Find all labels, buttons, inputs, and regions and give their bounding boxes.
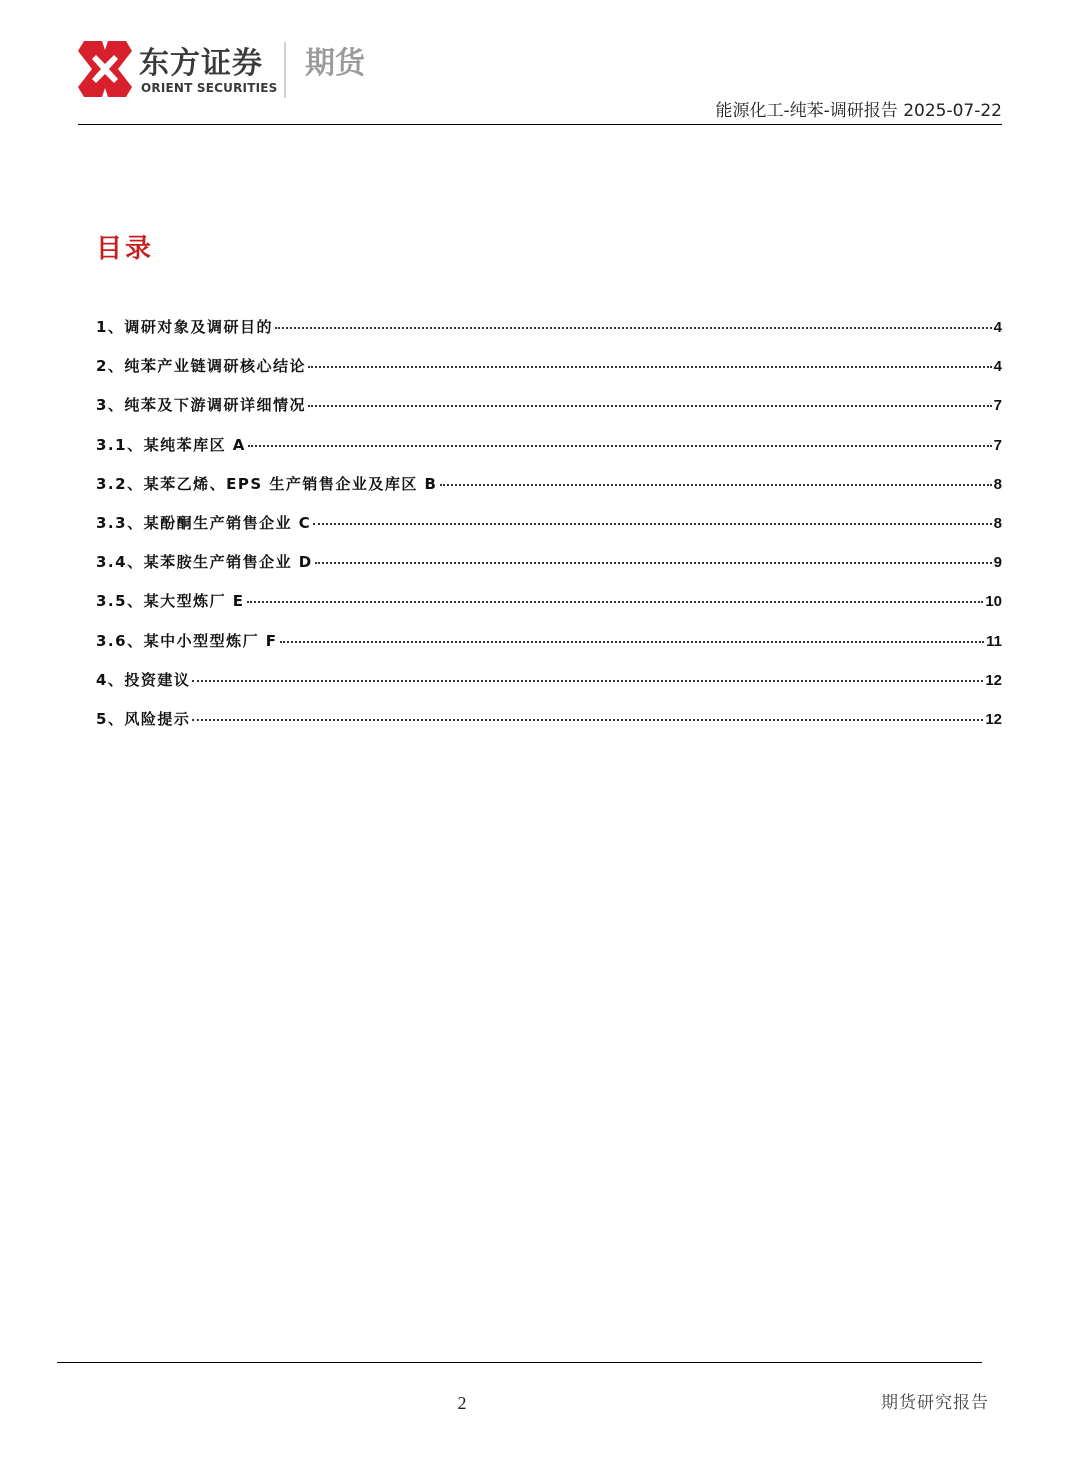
brand-name-en: ORIENT SECURITIES — [141, 81, 278, 95]
toc-entry-page: 11 — [986, 632, 1002, 650]
toc-entry-label: 3.6、某中小型型炼厂 F — [96, 631, 278, 650]
toc-entry-label: 3.1、某纯苯库区 A — [96, 435, 246, 454]
toc-entry-label: 3.4、某苯胺生产销售企业 D — [96, 553, 313, 572]
toc-entry-label: 3.5、某大型炼厂 E — [96, 592, 245, 611]
division-label: 期货 — [305, 46, 365, 81]
toc-entry-page: 10 — [985, 593, 1002, 611]
toc-entry-page: 4 — [993, 319, 1002, 336]
toc-entry-label: 3.2、某苯乙烯、EPS 生产销售企业及库区 B — [96, 474, 438, 493]
toc-entry[interactable] — [96, 394, 1002, 433]
toc-leader-dots — [308, 405, 992, 407]
toc-entry[interactable] — [96, 512, 1002, 551]
toc-entry[interactable] — [96, 630, 1002, 669]
brand-name-cn: 东方证券 — [139, 46, 263, 81]
toc-leader-dots — [313, 523, 991, 525]
toc-entry[interactable] — [96, 590, 1002, 629]
toc-leader-dots — [440, 484, 992, 486]
toc-entry-page: 7 — [993, 436, 1002, 454]
toc-entry[interactable] — [96, 473, 1002, 512]
toc-entry-label: 3.3、某酚酮生产销售企业 C — [96, 513, 312, 532]
toc-leader-dots — [275, 327, 992, 329]
toc-entry-label: 1、调研对象及调研目的 — [96, 318, 273, 336]
toc-entry-page: 8 — [993, 475, 1002, 493]
toc-entry-label: 5、风险提示 — [96, 709, 191, 728]
header-divider — [78, 124, 1002, 125]
toc-leader-dots — [192, 680, 983, 682]
toc-leader-dots — [192, 719, 983, 721]
toc-entry-page: 8 — [993, 514, 1002, 532]
logo-divider — [284, 42, 286, 98]
toc-entry-page: 12 — [985, 710, 1002, 728]
report-meta: 能源化工-纯苯-调研报告 2025-07-22 — [715, 101, 1002, 121]
toc-entry[interactable] — [96, 434, 1002, 473]
toc-title: 目录 — [96, 234, 155, 264]
toc-leader-dots — [308, 366, 992, 368]
toc-entry[interactable] — [96, 355, 1002, 394]
toc-entry-page: 4 — [993, 358, 1002, 376]
toc-leader-dots — [315, 562, 992, 564]
footer-report-type: 期货研究报告 — [881, 1393, 989, 1413]
footer-divider — [57, 1362, 982, 1363]
toc-entry[interactable] — [96, 708, 1002, 747]
toc-entry-label: 4、投资建议 — [96, 670, 191, 689]
toc-entry-label: 2、纯苯产业链调研核心结论 — [96, 357, 306, 376]
toc-entry[interactable] — [96, 669, 1002, 708]
toc-leader-dots — [247, 601, 984, 603]
orient-securities-logo-icon — [78, 41, 132, 97]
toc-leader-dots — [248, 445, 992, 447]
page-number: 2 — [457, 1393, 467, 1413]
toc-leader-dots — [280, 641, 985, 643]
toc-entry-page: 9 — [993, 554, 1002, 572]
toc-entry[interactable] — [96, 551, 1002, 590]
toc-entry-page: 7 — [993, 397, 1002, 415]
toc-entry-page: 12 — [985, 671, 1002, 689]
toc-list — [96, 316, 1002, 747]
toc-entry-label: 3、纯苯及下游调研详细情况 — [96, 396, 306, 415]
toc-entry[interactable] — [96, 316, 1002, 355]
